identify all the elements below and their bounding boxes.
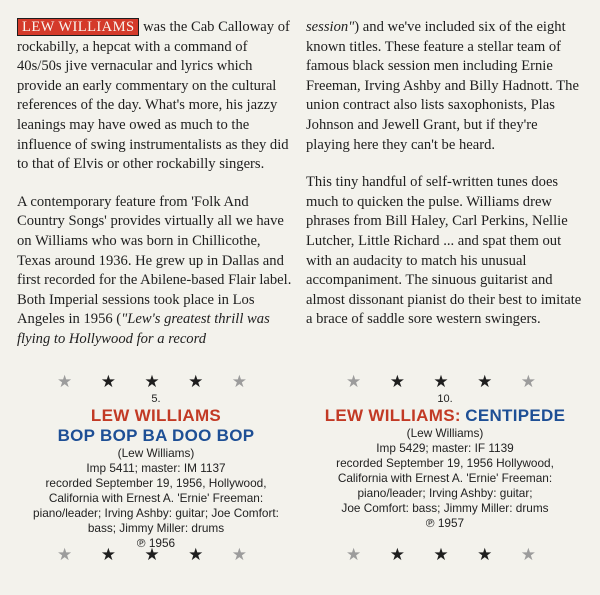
track-credit-line: (Lew Williams) [117,446,195,460]
star-icon: ★ [57,372,73,392]
track-credit-line: recorded September 19, 1956 Hollywood, [336,456,554,470]
star-icon: ★ [389,372,405,392]
intro-text: was the Cab Calloway of rockabilly, a hepcat with a command of 40s/50s jive vernacular and lyrics which provide an early commentary on the cultural references of the day. What's more, his jazzy leanings may have owed as much to the influence of swing instrumentalists as they did to that of Elvis or other rockabilly singers. [17,19,290,173]
session-paragraph [306,18,584,155]
session-text: ) and we've included six of the eight known titles. These feature a stellar team of famous black session men including Ernie Freeman, Irving Ashby and Billy Hadnott. The union contract also lists saxophonists, Plas Johnson and Jewell Grant, but if they're playing here they can't be heard. [306,19,579,153]
star-divider-top-right [346,372,536,392]
star-icon: ★ [57,545,73,565]
session-quote-end: session" [306,19,355,35]
track-credit-line: (Lew Williams) [406,426,484,440]
track-credit-line: Joe Comfort: bass; Jimmy Miller: drums [341,501,549,515]
track-copyright: ℗ 1957 [425,516,465,530]
track-copyright: ℗ 1956 [136,536,176,550]
track-credit-line: Imp 5429; master: IF 1139 [376,441,514,455]
star-icon: ★ [100,545,116,565]
star-divider-top-left [57,372,247,392]
track-number: 10. [437,393,453,405]
track-credit-line: Imp 5411; master: IM 1137 [86,461,226,475]
track-title: BOP BOP BA DOO BOP [57,426,255,445]
star-icon: ★ [520,372,536,392]
star-icon: ★ [100,372,116,392]
history-text: A contemporary feature from 'Folk And Country Songs' provides virtually all we have on Williams who was born in Chillicothe, Texas around 1936. He grew up in Dallas and first recorded for the Abilene-based Flair label. Both Imperial sessions took place in Los Angeles in 1956 ( [17,193,292,328]
star-icon: ★ [346,545,362,565]
track-credit-line: California with Ernest A. 'Ernie' Freeman: [337,471,553,485]
star-divider-bottom-right [346,545,536,565]
star-icon: ★ [433,372,449,392]
star-icon: ★ [231,372,247,392]
track-number: 5. [151,393,161,405]
star-icon: ★ [520,545,536,565]
track-credit-line: California with Ernest A. 'Ernie' Freeman: [48,491,264,505]
track-artist: LEW WILLIAMS: [324,406,461,425]
history-paragraph [17,193,295,350]
track-credit-line: bass; Jimmy Miller: drums [87,521,225,535]
history-quote: "Lew's greatest thrill was flying to Hollywood for a record [17,311,270,347]
track-heading [306,406,584,426]
star-icon: ★ [433,545,449,565]
right-column [306,18,584,330]
star-icon: ★ [144,545,160,565]
star-icon: ★ [477,545,493,565]
track-credit-line: piano/leader; Irving Ashby: guitar; [357,486,533,500]
track-artist: LEW WILLIAMS [90,406,222,425]
star-icon: ★ [389,545,405,565]
left-column [17,18,295,350]
style-paragraph [306,173,584,330]
star-icon: ★ [346,372,362,392]
star-icon: ★ [477,372,493,392]
track-credit-line: piano/leader; Irving Ashby: guitar; Joe Comfort: [33,506,279,520]
star-icon: ★ [144,372,160,392]
style-text: This tiny handful of self-written tunes does much to quicken the pulse. Williams drew phrases from Bill Haley, Carl Perkins, Nellie Lutcher, Little Richard ... and spat them out with an audacity to match his unusual accompaniment. The sinuous guitarist and almost dissonant pianist do their best to imitate a brace of saddle sore western swingers. [306,174,582,328]
star-icon: ★ [231,545,247,565]
track-title: CENTIPEDE [465,406,566,425]
star-icon: ★ [188,372,204,392]
star-icon: ★ [188,545,204,565]
track-credit-line: recorded September 19, 1956, Hollywood, [45,476,267,490]
intro-paragraph [17,18,295,175]
artist-highlight: LEW WILLIAMS [17,18,139,36]
track-10-block [306,393,584,531]
track-5-block [17,393,295,551]
